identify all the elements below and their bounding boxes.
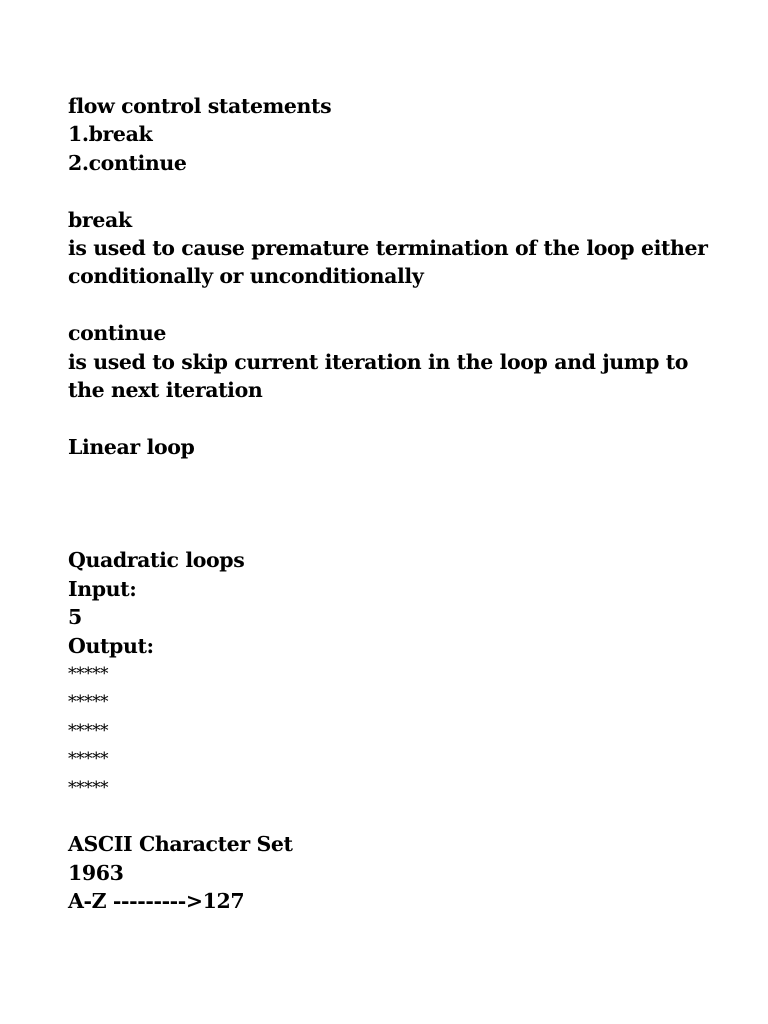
spacer [68,177,708,205]
output-row: ***** [68,777,108,798]
input-label: Input: [68,576,137,601]
output-row: ***** [68,749,108,770]
spacer [68,291,708,319]
output-label: Output: [68,633,154,658]
spacer [68,404,708,432]
output-row: ***** [68,720,108,741]
quadratic-loops-heading: Quadratic loops [68,548,245,573]
list-item: 1.break [68,122,153,147]
input-value: 5 [68,605,82,630]
list-item: 2.continue [68,150,187,175]
linear-loop-heading: Linear loop [68,434,195,459]
break-title: break [68,207,132,232]
document-page [68,92,708,916]
ascii-range: A-Z --------->127 [68,889,245,914]
ascii-heading: ASCII Character Set [68,832,293,857]
output-row: ***** [68,692,108,713]
spacer [68,461,708,546]
spacer [68,802,708,830]
break-description: is used to cause premature termination of the loop either conditionally or unconditionally [68,236,708,289]
output-row: ***** [68,664,108,685]
continue-description: is used to skip current iteration in the loop and jump to the next iteration [68,349,689,403]
section-heading: flow control statements [68,94,332,118]
ascii-year: 1963 [68,860,124,885]
continue-title: continue [68,321,166,346]
